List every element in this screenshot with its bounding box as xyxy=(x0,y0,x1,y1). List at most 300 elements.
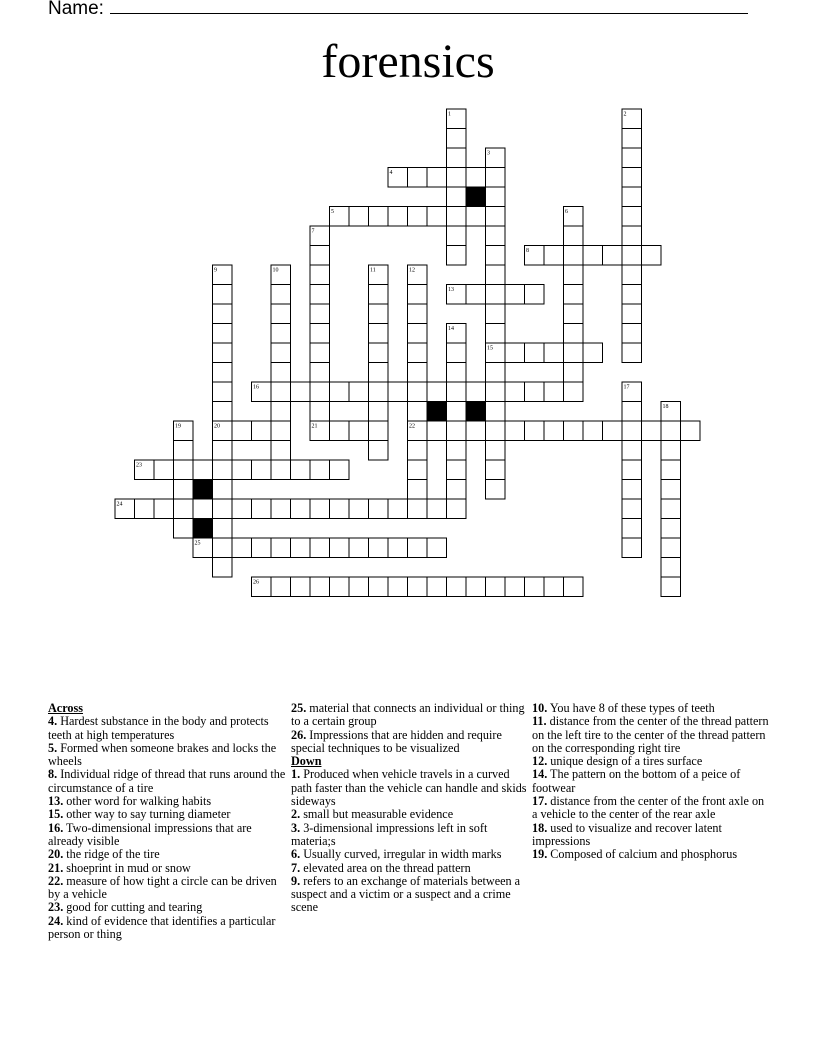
grid-cell[interactable] xyxy=(427,538,447,558)
grid-cell[interactable] xyxy=(174,499,194,519)
grid-cell[interactable] xyxy=(310,363,330,383)
grid-cell[interactable] xyxy=(427,499,447,519)
grid-cell[interactable] xyxy=(330,577,350,597)
clue-item xyxy=(48,808,286,821)
clue-item-number: 23. xyxy=(48,900,64,915)
clue-item xyxy=(48,915,286,942)
grid-cell[interactable] xyxy=(661,460,681,480)
grid-cell[interactable] xyxy=(369,421,389,441)
grid-cell[interactable] xyxy=(447,129,467,149)
clue-item-text: other way to say turning diameter xyxy=(63,807,231,822)
grid-cell[interactable] xyxy=(564,324,584,344)
grid-cell[interactable] xyxy=(622,187,642,207)
grid-cell[interactable] xyxy=(447,207,467,227)
grid-cell[interactable] xyxy=(486,265,506,285)
grid-cell[interactable] xyxy=(154,499,174,519)
grid-cell[interactable] xyxy=(271,304,291,324)
grid-cell[interactable] xyxy=(252,499,272,519)
clue-item-text: The pattern on the bottom of a peice of footwear xyxy=(532,767,741,795)
grid-cell[interactable] xyxy=(622,480,642,500)
grid-cell[interactable] xyxy=(447,460,467,480)
clue-number: 2 xyxy=(623,111,627,118)
grid-cell[interactable] xyxy=(622,519,642,539)
grid-cell[interactable] xyxy=(388,207,408,227)
grid-cell[interactable] xyxy=(544,246,564,266)
grid-cell[interactable] xyxy=(447,402,467,422)
grid-cell[interactable] xyxy=(622,402,642,422)
clue-item-text: Produced when vehicle travels in a curved path faster than the vehicle can handle and skids sideways xyxy=(291,767,527,809)
grid-cell[interactable] xyxy=(369,343,389,363)
grid-cell[interactable] xyxy=(466,382,486,402)
grid-cell[interactable] xyxy=(271,421,291,441)
grid-cell[interactable] xyxy=(427,168,447,188)
grid-cell[interactable] xyxy=(369,285,389,305)
clue-item-number: 8. xyxy=(48,767,58,782)
grid-cell[interactable] xyxy=(603,421,623,441)
grid-cell[interactable] xyxy=(544,577,564,597)
grid-cell[interactable] xyxy=(213,285,233,305)
grid-cell[interactable] xyxy=(564,285,584,305)
grid-cell[interactable] xyxy=(505,382,525,402)
grid-cell[interactable] xyxy=(271,538,291,558)
clue-item-text: measure of how tight a circle can be driven by a vehicle xyxy=(48,873,277,902)
grid-cell[interactable] xyxy=(213,343,233,363)
grid-cell[interactable] xyxy=(661,538,681,558)
clue-item xyxy=(48,862,286,875)
grid-cell[interactable] xyxy=(388,382,408,402)
clue-number: 9 xyxy=(214,267,217,274)
grid-cell[interactable] xyxy=(310,324,330,344)
grid-cell[interactable] xyxy=(622,460,642,480)
clue-item xyxy=(291,768,529,808)
grid-cell[interactable] xyxy=(174,519,194,539)
clue-item xyxy=(532,755,770,768)
clue-item-text: material that connects an individual or thing to a certain group xyxy=(291,701,525,729)
grid-cell[interactable] xyxy=(408,441,428,461)
grid-cell[interactable] xyxy=(622,324,642,344)
clue-number: 24 xyxy=(116,501,123,508)
clue-item xyxy=(532,848,770,861)
grid-cell[interactable] xyxy=(564,421,584,441)
grid-cell[interactable] xyxy=(349,207,369,227)
grid-cell[interactable] xyxy=(388,499,408,519)
clue-number: 7 xyxy=(311,228,315,235)
clue-item-text: Usually curved, irregular in width marks xyxy=(300,847,502,862)
grid-cell[interactable] xyxy=(330,538,350,558)
grid-cell[interactable] xyxy=(213,363,233,383)
grid-cell[interactable] xyxy=(408,480,428,500)
grid-cell[interactable] xyxy=(271,402,291,422)
grid-cell[interactable] xyxy=(583,343,603,363)
grid-cell[interactable] xyxy=(310,577,330,597)
grid-cell[interactable] xyxy=(505,285,525,305)
clue-item-number: 14. xyxy=(532,767,548,782)
grid-cell[interactable] xyxy=(213,480,233,500)
grid-cell[interactable] xyxy=(252,460,272,480)
grid-cell[interactable] xyxy=(622,207,642,227)
grid-cell[interactable] xyxy=(447,168,467,188)
grid-cell[interactable] xyxy=(310,343,330,363)
grid-cell[interactable] xyxy=(349,382,369,402)
clue-number: 13 xyxy=(448,287,454,293)
grid-cell[interactable] xyxy=(213,558,233,578)
grid-cell[interactable] xyxy=(505,577,525,597)
grid-cell[interactable] xyxy=(642,246,662,266)
grid-cell[interactable] xyxy=(466,168,486,188)
grid-cell[interactable] xyxy=(369,324,389,344)
grid-cell[interactable] xyxy=(622,226,642,246)
name-label: Name: xyxy=(48,0,104,19)
clue-item xyxy=(291,875,529,915)
grid-cell[interactable] xyxy=(271,460,291,480)
grid-cell[interactable] xyxy=(661,577,681,597)
grid-cell[interactable] xyxy=(408,324,428,344)
clue-item xyxy=(291,862,529,875)
grid-cell[interactable] xyxy=(349,421,369,441)
grid-cell[interactable] xyxy=(603,246,623,266)
grid-cell[interactable] xyxy=(447,246,467,266)
clue-item-text: other word for walking habits xyxy=(63,794,212,809)
clue-item-text: Formed when someone brakes and locks the wheels xyxy=(48,740,277,769)
grid-cell[interactable] xyxy=(408,402,428,422)
grid-cell[interactable] xyxy=(622,265,642,285)
grid-cell[interactable] xyxy=(544,421,564,441)
clue-item-text: Two-dimensional impressions that are already visible xyxy=(48,820,252,848)
grid-cell[interactable] xyxy=(213,538,233,558)
grid-cell[interactable] xyxy=(447,187,467,207)
grid-cell[interactable] xyxy=(622,129,642,149)
grid-cell[interactable] xyxy=(622,499,642,519)
grid-cell[interactable] xyxy=(466,207,486,227)
grid-cell[interactable] xyxy=(252,538,272,558)
grid-cell[interactable] xyxy=(330,499,350,519)
grid-cell[interactable] xyxy=(447,577,467,597)
grid-cell[interactable] xyxy=(486,363,506,383)
clue-item xyxy=(532,795,770,822)
grid-cell[interactable] xyxy=(505,421,525,441)
grid-cell[interactable] xyxy=(447,343,467,363)
grid-cell[interactable] xyxy=(271,499,291,519)
clue-item xyxy=(48,715,286,742)
clue-item-number: 20. xyxy=(48,847,64,862)
grid-cell[interactable] xyxy=(642,421,662,441)
clue-item-number: 22. xyxy=(48,873,64,888)
clue-item-text: elevated area on the thread pattern xyxy=(300,860,471,875)
clue-item-number: 9. xyxy=(291,873,301,888)
clue-item-number: 6. xyxy=(291,847,301,862)
grid-cell[interactable] xyxy=(291,460,311,480)
grid-cell[interactable] xyxy=(213,460,233,480)
grid-cell[interactable] xyxy=(427,207,447,227)
clue-number: 11 xyxy=(370,267,376,274)
grid-cell[interactable] xyxy=(622,538,642,558)
grid-cell[interactable] xyxy=(564,577,584,597)
grid-cell[interactable] xyxy=(213,382,233,402)
grid-cell[interactable] xyxy=(486,207,506,227)
grid-cell[interactable] xyxy=(447,441,467,461)
black-cell xyxy=(466,402,486,422)
grid-cell[interactable] xyxy=(369,577,389,597)
grid-cell[interactable] xyxy=(408,577,428,597)
grid-cell[interactable] xyxy=(661,519,681,539)
grid-cell[interactable] xyxy=(154,460,174,480)
clue-item-text: used to visualize and recover latent impressions xyxy=(532,820,722,848)
grid-cell[interactable] xyxy=(661,421,681,441)
grid-cell[interactable] xyxy=(369,499,389,519)
clue-item xyxy=(48,848,286,861)
grid-cell[interactable] xyxy=(271,382,291,402)
grid-cell[interactable] xyxy=(466,421,486,441)
grid-cell[interactable] xyxy=(622,421,642,441)
grid-cell[interactable] xyxy=(291,499,311,519)
clue-item xyxy=(291,848,529,861)
clue-item-text: 3-dimensional impressions left in soft materia;s xyxy=(291,820,488,848)
grid-cell[interactable] xyxy=(310,265,330,285)
grid-cell[interactable] xyxy=(661,480,681,500)
grid-cell[interactable] xyxy=(388,577,408,597)
grid-cell[interactable] xyxy=(271,324,291,344)
clue-item-number: 7. xyxy=(291,860,301,875)
grid-cell[interactable] xyxy=(310,304,330,324)
grid-cell[interactable] xyxy=(486,246,506,266)
grid-cell[interactable] xyxy=(447,382,467,402)
grid-cell[interactable] xyxy=(486,168,506,188)
clue-item xyxy=(532,715,770,755)
grid-cell[interactable] xyxy=(525,285,545,305)
grid-cell[interactable] xyxy=(252,421,272,441)
grid-cell[interactable] xyxy=(564,382,584,402)
grid-cell[interactable] xyxy=(564,363,584,383)
grid-cell[interactable] xyxy=(213,402,233,422)
grid-cell[interactable] xyxy=(330,460,350,480)
grid-cell[interactable] xyxy=(505,343,525,363)
clue-item-number: 26. xyxy=(291,727,307,742)
clue-item-text: Composed of calcium and phosphorus xyxy=(547,847,738,862)
grid-cell[interactable] xyxy=(369,402,389,422)
clue-item-text: You have 8 of these types of teeth xyxy=(547,701,715,715)
grid-cell[interactable] xyxy=(544,343,564,363)
grid-cell[interactable] xyxy=(525,421,545,441)
clue-item-text: unique design of a tires surface xyxy=(547,754,703,769)
clue-item xyxy=(48,901,286,914)
grid-cell[interactable] xyxy=(310,402,330,422)
clue-number: 20 xyxy=(214,423,220,430)
grid-cell[interactable] xyxy=(213,324,233,344)
grid-cell[interactable] xyxy=(232,460,252,480)
grid-cell[interactable] xyxy=(486,187,506,207)
clues-column-1 xyxy=(48,702,286,941)
clue-number: 14 xyxy=(448,326,454,332)
grid-cell[interactable] xyxy=(193,460,213,480)
grid-cell[interactable] xyxy=(583,421,603,441)
grid-cell[interactable] xyxy=(232,538,252,558)
grid-cell[interactable] xyxy=(349,538,369,558)
grid-cell[interactable] xyxy=(622,441,642,461)
grid-cell[interactable] xyxy=(466,285,486,305)
clue-item-number: 10. xyxy=(532,701,548,715)
grid-cell[interactable] xyxy=(544,382,564,402)
clue-item-number: 5. xyxy=(48,740,58,755)
grid-cell[interactable] xyxy=(310,285,330,305)
clue-item xyxy=(291,729,529,756)
grid-cell[interactable] xyxy=(271,285,291,305)
clue-item-text: kind of evidence that identifies a particular person or thing xyxy=(48,913,276,942)
grid-cell[interactable] xyxy=(408,168,428,188)
clues-column-3 xyxy=(532,702,770,862)
grid-cell[interactable] xyxy=(213,519,233,539)
grid-cell[interactable] xyxy=(486,460,506,480)
black-cell xyxy=(193,480,213,500)
grid-cell[interactable] xyxy=(427,577,447,597)
clue-number: 17 xyxy=(623,384,630,391)
grid-cell[interactable] xyxy=(369,363,389,383)
grid-cell[interactable] xyxy=(486,480,506,500)
grid-cell[interactable] xyxy=(330,421,350,441)
clue-item-number: 16. xyxy=(48,820,64,835)
grid-cell[interactable] xyxy=(427,382,447,402)
grid-cell[interactable] xyxy=(525,343,545,363)
clue-item-number: 17. xyxy=(532,794,548,809)
grid-cell[interactable] xyxy=(232,421,252,441)
grid-cell[interactable] xyxy=(661,558,681,578)
puzzle-title: forensics xyxy=(321,35,495,88)
clue-item xyxy=(291,808,529,821)
grid-cell[interactable] xyxy=(330,382,350,402)
grid-cell[interactable] xyxy=(349,577,369,597)
grid-cell[interactable] xyxy=(486,382,506,402)
grid-cell[interactable] xyxy=(213,304,233,324)
grid-cell[interactable] xyxy=(174,460,194,480)
clue-item-text: good for cutting and tearing xyxy=(63,900,203,915)
grid-cell[interactable] xyxy=(174,480,194,500)
grid-cell[interactable] xyxy=(213,441,233,461)
clue-item xyxy=(291,702,529,729)
grid-cell[interactable] xyxy=(447,480,467,500)
clue-item-text: Impressions that are hidden and require special techniques to be visualized xyxy=(291,727,502,755)
grid-cell[interactable] xyxy=(427,421,447,441)
clue-item-text: Hardest substance in the body and protects teeth at high temperatures xyxy=(48,714,269,742)
grid-cell[interactable] xyxy=(349,499,369,519)
clue-item-number: 3. xyxy=(291,820,301,835)
grid-cell[interactable] xyxy=(486,421,506,441)
grid-cell[interactable] xyxy=(408,343,428,363)
grid-cell[interactable] xyxy=(447,226,467,246)
grid-cell[interactable] xyxy=(369,382,389,402)
grid-cell[interactable] xyxy=(291,538,311,558)
grid-cell[interactable] xyxy=(193,499,213,519)
grid-cell[interactable] xyxy=(408,460,428,480)
grid-cell[interactable] xyxy=(447,148,467,168)
grid-cell[interactable] xyxy=(213,499,233,519)
grid-cell[interactable] xyxy=(408,382,428,402)
grid-cell[interactable] xyxy=(564,343,584,363)
grid-cell[interactable] xyxy=(564,304,584,324)
grid-cell[interactable] xyxy=(310,538,330,558)
grid-cell[interactable] xyxy=(408,285,428,305)
grid-cell[interactable] xyxy=(271,343,291,363)
grid-cell[interactable] xyxy=(291,577,311,597)
grid-cell[interactable] xyxy=(135,499,155,519)
clue-number: 8 xyxy=(526,248,529,254)
grid-cell[interactable] xyxy=(622,343,642,363)
grid-cell[interactable] xyxy=(622,285,642,305)
grid-cell[interactable] xyxy=(408,207,428,227)
clue-item-text: shoeprint in mud or snow xyxy=(63,860,191,875)
clue-item xyxy=(532,768,770,795)
grid-cell[interactable] xyxy=(564,246,584,266)
clue-item-number: 24. xyxy=(48,913,64,928)
clue-item-text: the ridge of the tire xyxy=(63,847,160,862)
grid-cell[interactable] xyxy=(447,421,467,441)
grid-cell[interactable] xyxy=(622,246,642,266)
grid-cell[interactable] xyxy=(466,577,486,597)
grid-cell[interactable] xyxy=(408,363,428,383)
grid-cell[interactable] xyxy=(661,441,681,461)
grid-cell[interactable] xyxy=(369,207,389,227)
clue-number: 21 xyxy=(311,423,318,430)
grid-cell[interactable] xyxy=(369,538,389,558)
grid-cell[interactable] xyxy=(408,499,428,519)
grid-cell[interactable] xyxy=(408,304,428,324)
grid-cell[interactable] xyxy=(486,285,506,305)
grid-cell[interactable] xyxy=(310,246,330,266)
grid-cell[interactable] xyxy=(232,499,252,519)
clue-item xyxy=(48,768,286,795)
clue-item-number: 4. xyxy=(48,714,58,729)
clue-item xyxy=(48,875,286,902)
grid-cell[interactable] xyxy=(486,577,506,597)
grid-cell[interactable] xyxy=(447,363,467,383)
clue-item xyxy=(48,822,286,849)
grid-cell[interactable] xyxy=(564,226,584,246)
grid-cell[interactable] xyxy=(310,382,330,402)
grid-cell[interactable] xyxy=(271,577,291,597)
grid-cell[interactable] xyxy=(622,148,642,168)
grid-cell[interactable] xyxy=(661,499,681,519)
grid-cell[interactable] xyxy=(525,577,545,597)
grid-cell[interactable] xyxy=(291,382,311,402)
clue-item-text: Individual ridge of thread that runs around the circumstance of a tire xyxy=(48,767,286,795)
grid-cell[interactable] xyxy=(408,538,428,558)
grid-cell[interactable] xyxy=(486,402,506,422)
grid-cell[interactable] xyxy=(486,226,506,246)
grid-cell[interactable] xyxy=(486,441,506,461)
grid-cell[interactable] xyxy=(174,441,194,461)
grid-cell[interactable] xyxy=(369,304,389,324)
grid-cell[interactable] xyxy=(310,460,330,480)
grid-cell[interactable] xyxy=(388,538,408,558)
grid-cell[interactable] xyxy=(447,499,467,519)
grid-cell[interactable] xyxy=(369,441,389,461)
grid-cell[interactable] xyxy=(486,304,506,324)
grid-cell[interactable] xyxy=(622,304,642,324)
grid-cell[interactable] xyxy=(622,168,642,188)
grid-cell[interactable] xyxy=(681,421,701,441)
grid-cell[interactable] xyxy=(525,382,545,402)
grid-cell[interactable] xyxy=(310,499,330,519)
clue-number: 26 xyxy=(253,579,259,586)
clue-item-number: 25. xyxy=(291,701,307,715)
clue-number: 12 xyxy=(409,267,415,274)
grid-cell[interactable] xyxy=(583,246,603,266)
grid-cell[interactable] xyxy=(271,441,291,461)
grid-cell[interactable] xyxy=(271,363,291,383)
clue-number: 5 xyxy=(331,209,334,215)
black-cell xyxy=(193,519,213,539)
clue-number: 22 xyxy=(409,423,415,430)
grid-cell[interactable] xyxy=(486,324,506,344)
grid-cell[interactable] xyxy=(564,265,584,285)
